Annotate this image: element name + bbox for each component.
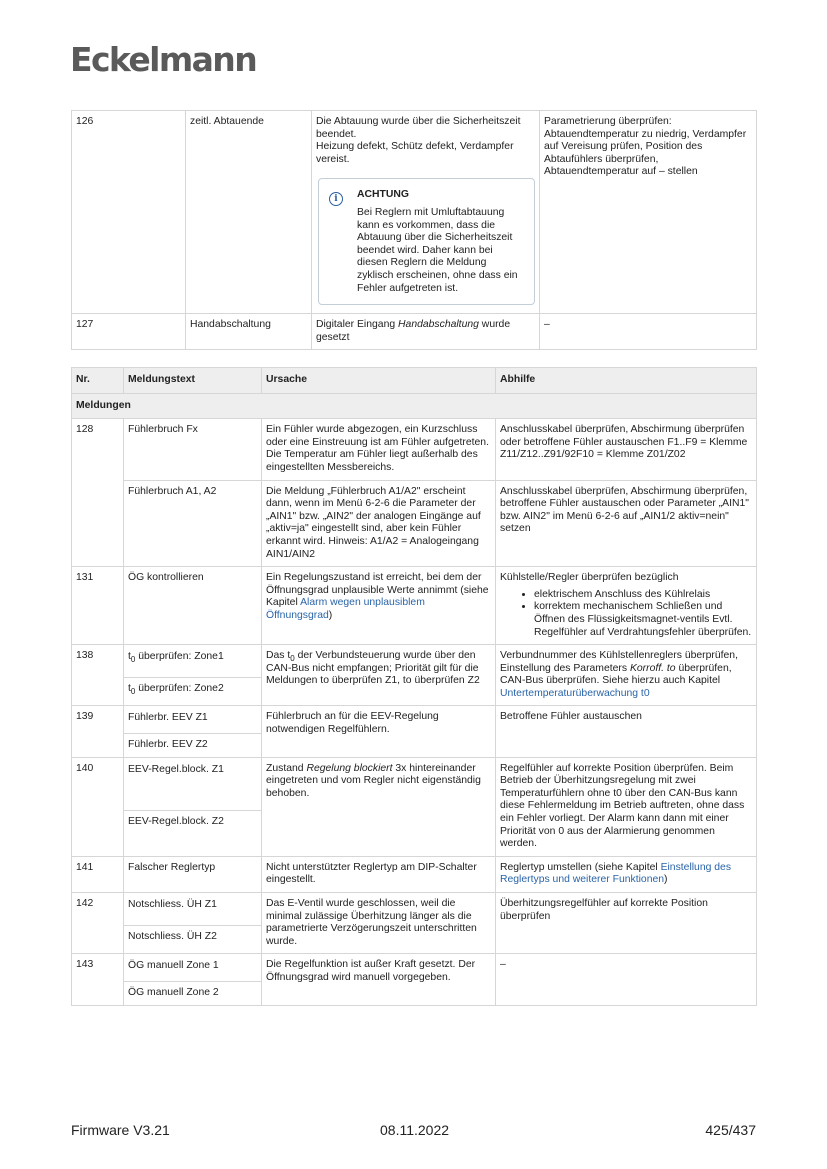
warning-note <box>318 178 535 305</box>
list-item: • korrektem mechanischem Schließen und Öffnen des Flüssigkeitsmagnet-ventils Evtl. Regelfühler auf Verdrahtungsfehler überprüfen. <box>534 601 752 639</box>
row-cause: Das $t_0$ der Verbundsteuerung wurde über den CAN-Bus nicht empfangen; Priorität gilt für die Meldungen to überprüfen Z1, to überprüfen Z2 <box>262 645 496 706</box>
row-remedy: Anschlusskabel überprüfen, Abschirmung überprüfen, betroffene Fühler austauschen oder Parameter „AIN1" bzw. AIN2" im Menü 6-2-6 auf „AIN1/2 aktiv=nein" setzen <box>496 480 757 567</box>
row-cause: Fühlerbruch an für die EEV-Regelung notwendigen Regelfühlern. <box>262 706 496 757</box>
row-message-text: $t_0$ überprüfen: Zone2 <box>124 678 262 706</box>
row-nr: 138 <box>72 645 124 706</box>
row-message-text: Falscher Reglertyp <box>124 856 262 892</box>
section-title: Meldungen <box>72 393 757 419</box>
row-cause: Das E-Ventil wurde geschlossen, weil die minimal zulässige Überhitzung länger als die parametrierte Verzögerungszeit unterschritten wurde. <box>262 893 496 954</box>
section-row <box>72 393 757 419</box>
col-header-cause: Ursache <box>262 368 496 394</box>
note-body: Bei Reglern mit Umluftabtauung kann es vorkommen, dass die Abtauung über die Sicherheitszeit beendet wird. Daher kann bei diesen Reglern die Meldung zyklisch erscheinen, ohne dass ein Fehler aufgetreten ist. <box>357 206 518 294</box>
list-item: • elektrischem Anschluss des Kühlrelais <box>534 589 752 602</box>
row-message-text: zeitl. Abtauende <box>186 111 312 314</box>
row-remedy: Verbundnummer des Kühlstellenreglers überprüfen, Einstellung des Parameters Korroff. to überprüfen, CAN-Bus überprüfen. Siehe hierzu auch Kapitel Untertemperaturüberwachung t0 <box>496 645 757 706</box>
footer-page-number: 425/437 <box>705 1122 756 1138</box>
row-nr: 142 <box>72 893 124 954</box>
row-nr: 143 <box>72 954 124 1005</box>
table-row <box>72 645 757 678</box>
footer-date: 08.11.2022 <box>380 1122 450 1138</box>
row-message-text: $t_0$ überprüfen: Zone1 <box>124 645 262 678</box>
table-row <box>72 954 757 982</box>
row-message-text: ÖG kontrollieren <box>124 567 262 645</box>
info-icon: i <box>329 192 343 206</box>
table-row <box>72 893 757 926</box>
row-cause: Die Meldung „Fühlerbruch A1/A2" erscheint dann, wenn im Menü 6-2-6 die Parameter der „AIN1" bzw. „AIN2" der analogen Eingänge auf „aktiv=ja" eingestellt sind, aber kein Fühler erkannt wird. Hinweis: A1/A2 = Analogeingang AIN1/AIN2 <box>262 480 496 567</box>
eckelmann-logo: Eckelmann <box>70 40 257 79</box>
row-message-text: Fühlerbr. EEV Z1 <box>124 706 262 734</box>
chapter-link[interactable]: Untertemperaturüberwachung t0 <box>500 687 650 699</box>
row-nr: 131 <box>72 567 124 645</box>
table-row <box>72 314 757 350</box>
row-cause: Die Regelfunktion ist außer Kraft gesetzt. Der Öffnungsgrad wird manuell vorgegeben. <box>262 954 496 1005</box>
row-remedy: Kühlstelle/Regler überprüfen bezüglich • elektrischem Anschluss des Kühlrelais • korrektem mechanischem Schließen und Öffnen des Flüssigkeitsmagnet-ventils Evtl. Regelfühler auf Verdrahtungsfehler überprüfen. <box>496 567 757 645</box>
row-message-text: ÖG manuell Zone 2 <box>124 981 262 1005</box>
cause-line: Heizung defekt, Schütz defekt, Verdampfer vereist. <box>316 141 514 165</box>
row-message-text: EEV-Regel.block. Z1 <box>124 757 262 810</box>
row-remedy: Betroffene Fühler austauschen <box>496 706 757 757</box>
row-message-text: Fühlerbruch A1, A2 <box>124 480 262 567</box>
cause-line: Die Abtauung wurde über die Sicherheitszeit beendet. <box>316 116 521 140</box>
continuation-table <box>71 110 757 350</box>
table-row <box>72 706 757 734</box>
col-header-text: Meldungstext <box>124 368 262 394</box>
table-row <box>72 856 757 892</box>
row-cause: Ein Regelungszustand ist erreicht, bei dem der Öffnungsgrad unplausible Werte annimmt (siehe Kapitel Alarm wegen unplausiblem Öffnungsgrad) <box>262 567 496 645</box>
row-cause: Zustand Regelung blockiert 3x hintereinander eingetreten und vom Regler nicht eigenständig behoben. <box>262 757 496 856</box>
row-remedy: Anschlusskabel überprüfen, Abschirmung überprüfen oder betroffene Fühler austauschen F1..F9 = Klemme Z11/Z12..Z91/92F10 = Klemme Z01/Z02 <box>496 419 757 480</box>
row-remedy: – <box>540 314 757 350</box>
note-title: ACHTUNG <box>357 189 409 201</box>
table-row <box>72 757 757 810</box>
table-row <box>72 480 757 567</box>
table-row <box>72 111 757 314</box>
col-header-nr: Nr. <box>72 368 124 394</box>
row-remedy: Parametrierung überprüfen: Abtauendtemperatur zu niedrig, Verdampfer auf Vereisung prüfen, Position des Abtaufühlers überprüfen, Abtauendtemperatur auf – stellen <box>540 111 757 314</box>
row-remedy: Überhitzungsregelfühler auf korrekte Position überprüfen <box>496 893 757 954</box>
row-message-text: Notschliess. ÜH Z1 <box>124 893 262 926</box>
row-cause: Nicht unterstützter Reglertyp am DIP-Schalter eingestellt. <box>262 856 496 892</box>
messages-table <box>71 367 757 1006</box>
row-nr: 139 <box>72 706 124 757</box>
row-remedy: Regelfühler auf korrekte Position überprüfen. Beim Betrieb der Überhitzungsregelung mit zwei Temperaturfühlern ohne t0 über den CAN-Bus kann diese Fehlermeldung im Betrieb auftreten, ohne dass ein Fehler vorliegt. Der Alarm kann dann mit einer Priorität von 0 aus der Alarmierung genommen werden. <box>496 757 757 856</box>
row-cause: Digitaler Eingang Handabschaltung wurde gesetzt <box>312 314 540 350</box>
row-message-text: ÖG manuell Zone 1 <box>124 954 262 982</box>
row-message-text: Notschliess. ÜH Z2 <box>124 926 262 954</box>
table-row <box>72 419 757 480</box>
row-cause: Ein Fühler wurde abgezogen, ein Kurzschluss oder eine Einstreuung ist am Fühler aufgetreten. Die Temperatur am Fühler liegt außerhalb des eingestellten Messbereichs. <box>262 419 496 480</box>
row-cause <box>312 111 540 314</box>
row-message-text: Fühlerbr. EEV Z2 <box>124 734 262 758</box>
row-nr: 128 <box>72 419 124 567</box>
table-header-row <box>72 368 757 394</box>
remedy-list <box>500 589 752 639</box>
col-header-remedy: Abhilfe <box>496 368 757 394</box>
row-remedy: Reglertyp umstellen (siehe Kapitel Einstellung des Reglertyps und weiterer Funktionen) <box>496 856 757 892</box>
chapter-link[interactable]: Einstellung des Reglertyps und weiterer Funktionen <box>500 861 732 886</box>
footer-firmware: Firmware V3.21 <box>71 1122 170 1138</box>
table-row <box>72 567 757 645</box>
row-remedy: – <box>496 954 757 1005</box>
chapter-link[interactable]: Alarm wegen unplausiblem Öffnungsgrad <box>266 597 425 621</box>
row-message-text: Fühlerbruch Fx <box>124 419 262 480</box>
row-nr: 126 <box>72 111 186 314</box>
row-message-text: Handabschaltung <box>186 314 312 350</box>
row-nr: 141 <box>72 856 124 892</box>
row-message-text: EEV-Regel.block. Z2 <box>124 811 262 857</box>
row-nr: 140 <box>72 757 124 856</box>
row-nr: 127 <box>72 314 186 350</box>
